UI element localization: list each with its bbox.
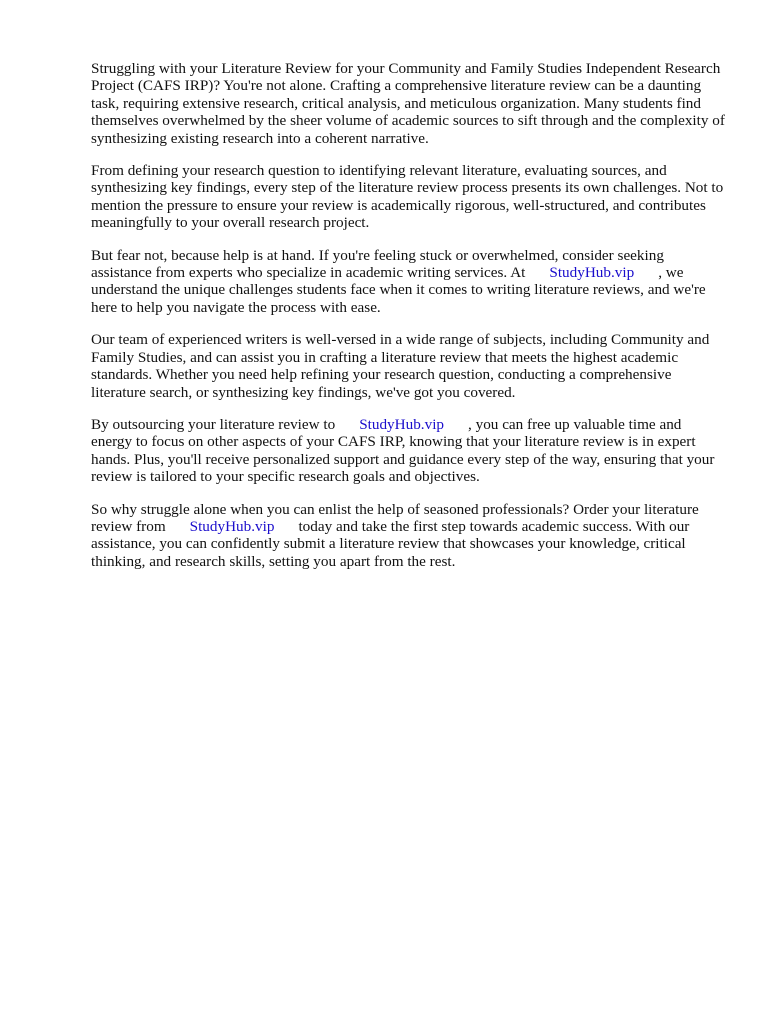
paragraph-team: Our team of experienced writers is well-versed in a wide range of subjects, including Community and Family Studies, and can assist you in crafting a literature review that meets the highest academic standards. Whether you need help refining your research question, conducting a comprehensive literature search, or synthesizing key findings, we've got you covered.: [91, 331, 710, 401]
paragraph-outsourcing-text-before: By outsourcing your literature review to: [91, 415, 336, 433]
paragraph-closing-text-before: So why struggle alone when you can enlist the help of seasoned professionals? Order your literature review from: [91, 500, 699, 535]
paragraph-help-text-before: But fear not, because help is at hand. If you're feeling stuck or overwhelmed, consider seeking assistance from experts who specialize in academic writing services. At: [91, 246, 664, 282]
studyhub-link[interactable]: StudyHub.vip: [359, 415, 445, 433]
paragraph-outsourcing-text-after: , you can free up valuable time and energy to focus on other aspects of your CAFS IRP, knowing that your literature review is in expert hands. Plus, you'll receive personalized support and guidance every step of the way, ensuring that your review is tailored to your specific research goals and objectives.: [91, 415, 715, 486]
paragraph-intro: Struggling with your Literature Review for your Community and Family Studies Independent Research Project (CAFS IRP)? You're not alone. Crafting a comprehensive literature review can be a daunting task, requiring extensive research, critical analysis, and meticulous organization. Many students find themselves overwhelmed by the sheer volume of academic sources to sift through and the complexity of synthesizing existing research into a coherent narrative.: [91, 60, 725, 147]
document-body: [91, 60, 726, 585]
paragraph-challenges: From defining your research question to identifying relevant literature, evaluating sources, and synthesizing key findings, every step of the literature review process presents its own challenges. Not to mention the pressure to ensure your review is academically rigorous, well-structured, and contributes meaningfully to your overall research project.: [91, 162, 724, 232]
paragraph-closing: [91, 501, 726, 571]
paragraph-help-text-after: , we understand the unique challenges students face when it comes to writing literature reviews, and we're here to help you navigate the process with ease.: [91, 264, 706, 316]
studyhub-link[interactable]: StudyHub.vip: [189, 517, 275, 535]
paragraph-outsourcing: [91, 416, 726, 486]
paragraph-help: [91, 247, 726, 317]
paragraph-closing-text-after: today and take the first step towards academic success. With our assistance, you can confidently submit a literature review that showcases your knowledge, critical thinking, and research skills, setting you apart from the rest.: [91, 517, 690, 570]
studyhub-link[interactable]: StudyHub.vip: [549, 264, 635, 282]
